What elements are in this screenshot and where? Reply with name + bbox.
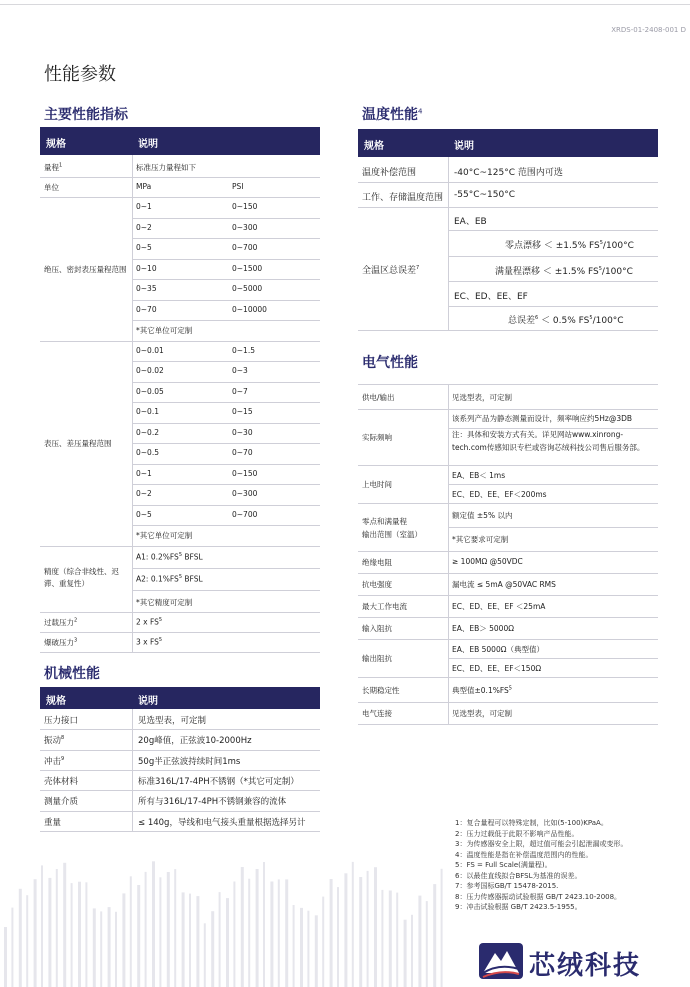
- footnote: 9：冲击试验根据 GB/T 2423.5-1955。: [455, 903, 582, 911]
- decorative-bar: [396, 893, 398, 987]
- temp-ec-group: EC、ED、EE、EF: [454, 292, 528, 302]
- gauge-psi: 0~300: [232, 489, 258, 499]
- temp-total-err-tail: /100°C: [592, 316, 624, 326]
- elec-value: 见选型表，可定制: [452, 709, 512, 718]
- row-divider: [132, 402, 320, 403]
- row-divider: [358, 384, 658, 385]
- abs-psi: 0~5000: [232, 284, 263, 294]
- burst-value: 3 x $FS^5$: [136, 636, 163, 646]
- accuracy-a1: A1: $0.2\%FS^5$ BFSL: [136, 551, 203, 561]
- abs-note: *其它单位可定制: [136, 326, 193, 336]
- footnote: 2：压力过载低于此限不影响产品性能。: [455, 829, 579, 838]
- row-divider: [40, 750, 320, 751]
- elec-label-2: 输出范围（室温）: [362, 530, 422, 539]
- decorative-bar: [41, 865, 43, 987]
- row-divider: [132, 300, 320, 301]
- sub-divider: [448, 658, 658, 659]
- decorative-bar: [174, 869, 176, 987]
- mech-value: 标准316L/17-4PH不锈钢（*其它可定制）: [138, 776, 299, 787]
- decorative-bar: [300, 908, 303, 987]
- overload-value: 2 x $FS^5$: [136, 616, 163, 626]
- page-title: 性能参数: [44, 64, 116, 85]
- elec-value: 见选型表，可定制: [452, 392, 512, 402]
- decorative-bar: [100, 911, 102, 987]
- decorative-bar: [137, 885, 140, 987]
- temp-perf-title: [362, 104, 422, 124]
- row-divider: [358, 595, 658, 596]
- overload-label: 过载压力$^2$: [44, 617, 78, 627]
- decorative-bar: [293, 905, 295, 987]
- temp-total-err-label: 总误差: [508, 316, 536, 326]
- abs-mpa: 0~5: [136, 243, 152, 253]
- elec-value: tech.com传感知识专栏或咨询芯绒科技公司售后服务部。: [452, 443, 645, 452]
- row-divider: [40, 770, 320, 771]
- temp-header-spec: 规格: [364, 141, 384, 152]
- decorative-bar: [211, 911, 214, 987]
- column-divider: [448, 384, 449, 724]
- main-perf-header: [40, 127, 320, 155]
- footnote: 3：为传感器安全上限，超过值可能会引起泄漏或变形。: [455, 840, 628, 848]
- elec-label: 最大工作电流: [362, 602, 407, 611]
- decorative-bar: [285, 879, 288, 987]
- mech-value: 20g峰值，正弦波10-2000Hz: [138, 736, 252, 747]
- decorative-bar: [108, 907, 111, 987]
- temp-comp-value: -40°C~125°C 范围内可选: [454, 168, 563, 178]
- sub-divider: [448, 484, 658, 485]
- decorative-bar: [315, 915, 318, 987]
- decorative-bar: [404, 920, 407, 987]
- mech-value: 所有与316L/17-4PH不锈钢兼容的流体: [138, 797, 287, 808]
- mech-label: 振动$^8$: [44, 735, 65, 747]
- gauge-mpa: 0~0.05: [136, 386, 164, 396]
- row-divider: [358, 702, 658, 703]
- range-label: 量程$^1$: [44, 162, 63, 172]
- gauge-mpa: 0~0.01: [136, 345, 164, 355]
- gauge-mpa: 0~2: [136, 489, 152, 499]
- temp-zero-drift-tail: /100°C: [602, 241, 634, 251]
- row-divider: [358, 409, 658, 410]
- company-logo: [479, 941, 669, 985]
- row-divider: [132, 361, 320, 362]
- column-divider: [132, 155, 133, 652]
- decorative-bar: [63, 863, 66, 987]
- row-divider: [132, 568, 320, 569]
- accuracy-a2: A2: $0.1\%FS^5$ BFSL: [136, 573, 203, 583]
- row-divider: [132, 464, 320, 465]
- elec-value: EC、ED、EE、EF＜150Ω: [452, 663, 542, 673]
- gauge-psi: 0~3: [232, 366, 248, 376]
- elec-perf-title: 电气性能: [362, 355, 418, 371]
- decorative-bar: [204, 923, 206, 987]
- row-divider: [40, 652, 320, 653]
- decorative-bar: [93, 908, 96, 987]
- temp-total-sup: 7: [416, 265, 420, 271]
- temp-zero-drift: [505, 238, 634, 251]
- decorative-bar: [152, 861, 155, 987]
- row-divider: [40, 341, 320, 342]
- footnote: 1：复合量程可以特殊定制，比如(5-100)KPaA。: [455, 819, 608, 827]
- row-divider: [40, 197, 320, 198]
- decorative-bar: [196, 896, 199, 987]
- row-divider: [40, 729, 320, 730]
- temp-perf-title-text: 温度性能: [362, 107, 418, 123]
- row-divider: [358, 465, 658, 466]
- footnote: 7：参考国标GB/T 15478-2015.: [455, 882, 559, 890]
- decorative-bar: [122, 893, 125, 987]
- decorative-bar: [56, 869, 58, 987]
- burst-label: 爆破压力$^3$: [44, 637, 78, 647]
- elec-value: ≥ 100MΩ @50VDC: [452, 557, 523, 566]
- temp-total-label: [362, 263, 419, 276]
- gauge-psi: 0~1.5: [232, 345, 255, 355]
- gauge-mpa: 0~0.2: [136, 427, 159, 437]
- decorative-bar: [433, 884, 436, 987]
- row-divider: [132, 484, 320, 485]
- elec-value: 该系列产品为静态测量而设计，频率响应约5Hz@3DB: [452, 414, 633, 424]
- decorative-bar: [322, 897, 324, 987]
- abs-psi: 0~700: [232, 243, 258, 253]
- abs-mpa: 0~35: [136, 284, 157, 294]
- row-divider: [358, 503, 658, 504]
- temp-total-err-value: ＜ 0.5% FS: [538, 316, 590, 326]
- accuracy-label: 精度（综合非线性、迟滞、重复性）: [44, 566, 119, 588]
- document-number: XRDS-01-2408-001 D: [611, 26, 686, 34]
- row-divider: [40, 632, 320, 633]
- decorative-bar: [71, 883, 73, 987]
- decorative-bar: [85, 882, 87, 987]
- decorative-bar: [48, 878, 51, 987]
- mech-perf-header: [40, 687, 320, 709]
- footnote: 5：FS = Full Scale(满量程)。: [455, 861, 552, 869]
- gauge-mpa: 0~0.1: [136, 407, 159, 417]
- temp-header-desc: 说明: [454, 141, 474, 152]
- gauge-psi: 0~700: [232, 509, 258, 519]
- abs-label: 绝压、密封表压量程范围: [44, 264, 127, 274]
- row-divider: [358, 617, 658, 618]
- row-divider: [132, 320, 320, 321]
- elec-value: EC、ED、EE、EF＜200ms: [452, 489, 547, 499]
- gauge-psi: 0~15: [232, 407, 253, 417]
- temp-zero-drift-sup: 5: [599, 240, 603, 246]
- footnotes: [455, 818, 627, 913]
- elec-label: 绝缘电阻: [362, 558, 392, 567]
- decorative-bar: [26, 895, 28, 987]
- range-value: 标准压力量程如下: [136, 163, 196, 172]
- mech-value: 见选型表，可定制: [138, 716, 207, 726]
- row-divider: [132, 525, 320, 526]
- abs-psi: 0~10000: [232, 304, 267, 314]
- row-divider: [40, 177, 320, 178]
- footnote: 6：以最佳直线拟合BFSL为基准的误差。: [455, 871, 582, 880]
- header-spec: 规格: [46, 139, 66, 150]
- mech-value: 50g半正弦波持续时间1ms: [138, 756, 241, 767]
- temp-work-label: 工作、存储温度范围: [362, 193, 444, 203]
- gauge-mpa: 0~0.02: [136, 366, 164, 376]
- header-desc: 说明: [138, 139, 158, 150]
- decorative-bar: [130, 876, 132, 987]
- temp-total-err-sup: 6: [535, 315, 539, 321]
- abs-mpa: 0~2: [136, 222, 152, 232]
- row-divider: [132, 590, 320, 591]
- decorative-bars: [0, 810, 450, 987]
- elec-label: 抗电强度: [362, 580, 392, 589]
- decorative-bar: [381, 890, 383, 987]
- elec-label: 上电时间: [362, 480, 392, 489]
- decorative-bar: [337, 887, 339, 987]
- row-divider: [358, 677, 658, 678]
- mech-perf-title: 机械性能: [44, 666, 100, 682]
- decorative-bar: [352, 862, 354, 987]
- mech-header-spec: 规格: [46, 696, 66, 707]
- decorative-bar: [263, 862, 265, 987]
- row-divider: [132, 382, 320, 383]
- decorative-bar: [418, 896, 421, 987]
- row-divider: [358, 551, 658, 552]
- temp-zero-drift-text: 零点漂移 ＜ ±1.5% FS: [505, 241, 600, 251]
- gauge-mpa: 0~5: [136, 509, 152, 519]
- mech-label: 冲击$^9$: [44, 755, 65, 767]
- temp-total-err: [508, 313, 624, 326]
- decorative-bar: [233, 882, 235, 987]
- decorative-bar: [330, 879, 333, 987]
- decorative-bar: [426, 901, 428, 987]
- abs-psi: 0~1500: [232, 263, 263, 273]
- row-divider: [132, 279, 320, 280]
- gauge-psi: 0~30: [232, 427, 253, 437]
- decorative-bar: [241, 867, 244, 987]
- row-divider: [132, 238, 320, 239]
- temp-ea-eb: EA、EB: [454, 217, 487, 227]
- row-divider: [132, 443, 320, 444]
- decorative-bar: [4, 927, 7, 987]
- footnote: 4：温度性能是指在补偿温度范围内的性能。: [455, 850, 593, 859]
- elec-value: 漏电流 ≤ 5mA @50VAC RMS: [452, 580, 556, 589]
- row-divider: [358, 639, 658, 640]
- decorative-bar: [182, 892, 185, 987]
- elec-value: 额定值 ±5% 以内: [452, 511, 513, 520]
- decorative-bar: [359, 877, 362, 987]
- gauge-mpa: 0~1: [136, 468, 152, 478]
- elec-value: EA、EB 5000Ω（典型值）: [452, 644, 544, 654]
- row-divider: [40, 612, 320, 613]
- gauge-mpa: 0~0.5: [136, 448, 159, 458]
- decorative-bar: [367, 871, 369, 987]
- temp-work-value: -55°C~150°C: [454, 190, 515, 200]
- elec-value: EA、EB＜ 1ms: [452, 470, 506, 480]
- logo-text: 芯绒科技: [529, 951, 642, 981]
- decorative-bar: [441, 869, 443, 987]
- row-divider: [132, 505, 320, 506]
- elec-label: 零点和满量程: [362, 517, 407, 526]
- gauge-psi: 0~70: [232, 448, 253, 458]
- mech-label: 壳体材料: [44, 776, 79, 787]
- decorative-bar: [167, 872, 170, 987]
- elec-label: 电气连接: [362, 709, 392, 718]
- temp-total-err-fs-sup: 5: [589, 315, 593, 321]
- decorative-bar: [219, 892, 221, 987]
- decorative-bar: [344, 873, 347, 987]
- decorative-bar: [226, 898, 229, 987]
- gauge-psi: 0~150: [232, 468, 258, 478]
- temp-perf-header: [358, 129, 658, 157]
- elec-value: EC、ED、EE、EF ＜25mA: [452, 602, 546, 611]
- abs-mpa: 0~70: [136, 304, 157, 314]
- accuracy-note: *其它精度可定制: [136, 597, 193, 607]
- gauge-note: *其它单位可定制: [136, 531, 193, 541]
- decorative-bar: [19, 889, 22, 987]
- decorative-bar: [189, 894, 191, 987]
- decorative-bar: [278, 879, 280, 987]
- row-divider: [132, 218, 320, 219]
- temp-span-drift-sup: 5: [598, 266, 602, 272]
- decorative-bar: [374, 867, 377, 987]
- temp-span-drift-text: 满量程漂移 ＜ ±1.5% FS: [495, 267, 599, 277]
- gauge-psi: 0~7: [232, 386, 248, 396]
- elec-label: 输入阻抗: [362, 624, 392, 633]
- mech-header-desc: 说明: [138, 696, 158, 707]
- row-divider: [358, 573, 658, 574]
- sub-divider: [448, 527, 658, 528]
- decorative-bar: [145, 872, 147, 987]
- row-divider: [132, 259, 320, 260]
- decorative-bar: [11, 908, 13, 987]
- decorative-bar: [159, 877, 161, 987]
- decorative-bar: [389, 891, 392, 987]
- abs-psi: 0~300: [232, 222, 258, 232]
- row-divider: [358, 724, 658, 725]
- decorative-bar: [78, 882, 81, 987]
- elec-value: 注：具体和安装方式有关。详见网站www.xinrong-: [452, 430, 624, 439]
- decorative-bar: [411, 915, 413, 987]
- unit-label: 单位: [44, 183, 59, 192]
- temp-span-drift: [495, 264, 633, 277]
- row-divider: [40, 546, 320, 547]
- gauge-label: 表压、差压量程范围: [44, 439, 112, 448]
- logo-mountain-icon: [479, 941, 523, 981]
- temp-comp-label: 温度补偿范围: [362, 168, 417, 178]
- main-perf-title: 主要性能指标: [44, 107, 128, 123]
- elec-label: 供电/输出: [362, 392, 395, 402]
- unit-mpa: MPa: [136, 182, 152, 191]
- temp-span-drift-tail: /100°C: [601, 267, 633, 277]
- row-divider: [132, 423, 320, 424]
- decorative-bar: [34, 879, 37, 987]
- mech-label: 测量介质: [44, 797, 79, 808]
- abs-mpa: 0~1: [136, 202, 152, 212]
- decorative-bar: [248, 879, 250, 987]
- mech-label: 压力接口: [44, 716, 79, 726]
- row-divider: [40, 790, 320, 791]
- decorative-bar: [256, 869, 259, 987]
- temp-total-label-text: 全温区总误差: [362, 266, 417, 276]
- mech-value: ≤ 140g，导线和电气接头重量根据选择另计: [138, 817, 306, 828]
- elec-value: *其它要求可定制: [452, 535, 509, 544]
- footnote: 8：压力传感器振动试验根据 GB/T 2423.10-2008。: [455, 892, 622, 901]
- elec-label: 长期稳定性: [362, 685, 400, 695]
- abs-mpa: 0~10: [136, 263, 157, 273]
- abs-psi: 0~150: [232, 202, 258, 212]
- top-rule: [0, 4, 690, 5]
- elec-label: 输出阻抗: [362, 654, 392, 663]
- decorative-bar: [115, 912, 117, 987]
- temp-perf-title-sup: 4: [418, 107, 423, 116]
- elec-value: EA、EB＞ 5000Ω: [452, 624, 514, 633]
- elec-label: 实际频响: [362, 433, 392, 442]
- decorative-bar: [270, 882, 273, 987]
- elec-value: 典型值$\pm 0.1\%FS^5$: [452, 685, 512, 695]
- unit-psi: PSI: [232, 182, 244, 191]
- decorative-bar: [307, 911, 309, 987]
- mech-label: 重量: [44, 817, 62, 828]
